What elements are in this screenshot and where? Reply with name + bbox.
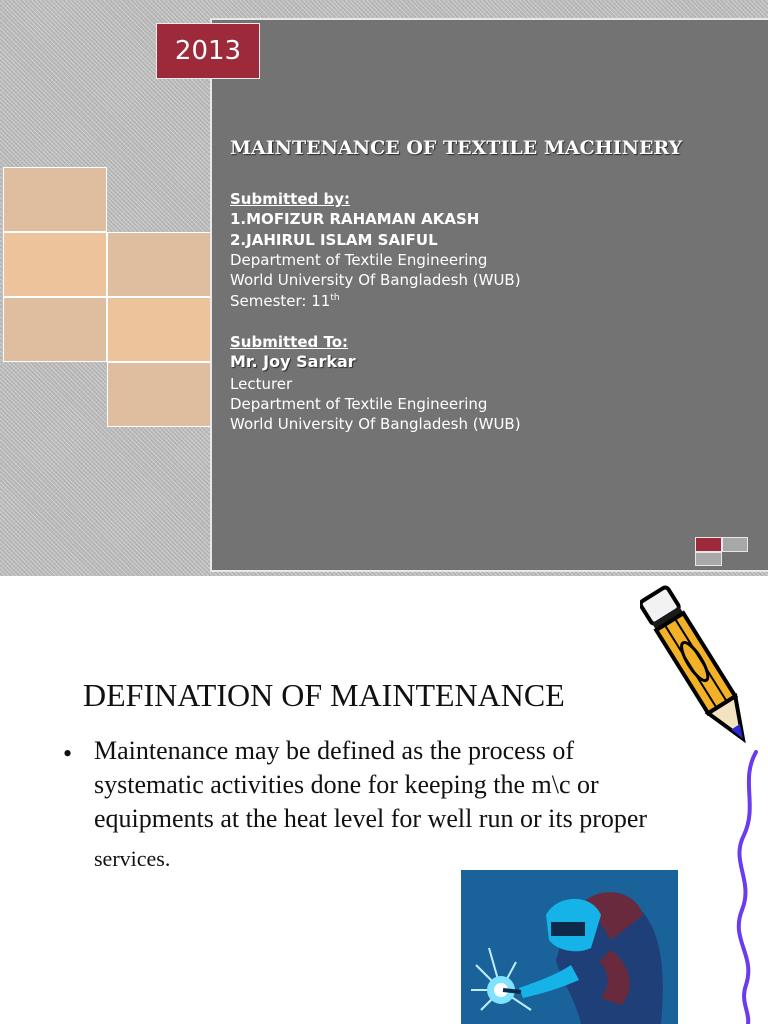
bullet-line: services. <box>94 846 171 871</box>
author-1: 1.MOFIZUR RAHAMAN AKASH <box>230 210 480 228</box>
university: World University Of Bangladesh (WUB) <box>230 271 521 289</box>
decor-tile <box>107 362 211 427</box>
bullet-line: equipments at the heat level for well run or its proper <box>94 804 648 833</box>
submitted-to-label: Submitted To: <box>230 333 349 351</box>
corner-square-red <box>695 537 722 552</box>
semester-suffix: th <box>330 293 340 303</box>
bullet-line: systematic activities done for keeping the m\c or <box>94 770 599 799</box>
corner-square-gray <box>695 552 722 566</box>
squiggle-line <box>720 750 768 1024</box>
slide2-heading: DEFINATION OF MAINTENANCE <box>83 677 565 713</box>
semester-label: Semester: 11 <box>230 292 331 310</box>
supervisor-university: World University Of Bangladesh (WUB) <box>230 415 521 433</box>
author-2: 2.JAHIRUL ISLAM SAIFUL <box>230 231 438 249</box>
supervisor-role: Lecturer <box>230 375 293 393</box>
year-badge: 2013 <box>156 23 260 79</box>
bullet-icon: • <box>63 739 73 768</box>
supervisor-name: Mr. Joy Sarkar <box>230 352 356 371</box>
bullet-text <box>94 734 694 876</box>
welder-image <box>461 870 678 1024</box>
bullet-line: Maintenance may be defined as the process of <box>94 736 575 765</box>
supervisor-department: Department of Textile Engineering <box>230 395 488 413</box>
semester <box>230 291 340 311</box>
submitted-by-label: Submitted by: <box>230 190 350 208</box>
corner-square-gray <box>722 537 748 552</box>
slide-title: MAINTENANCE OF TEXTILE MACHINERY <box>230 137 683 159</box>
pencil-icon <box>640 575 760 765</box>
decor-tile <box>3 297 107 362</box>
department: Department of Textile Engineering <box>230 251 488 269</box>
decor-tile <box>3 167 107 232</box>
decor-tile <box>3 232 107 297</box>
decor-tile <box>107 297 211 362</box>
decor-tile <box>107 232 211 297</box>
